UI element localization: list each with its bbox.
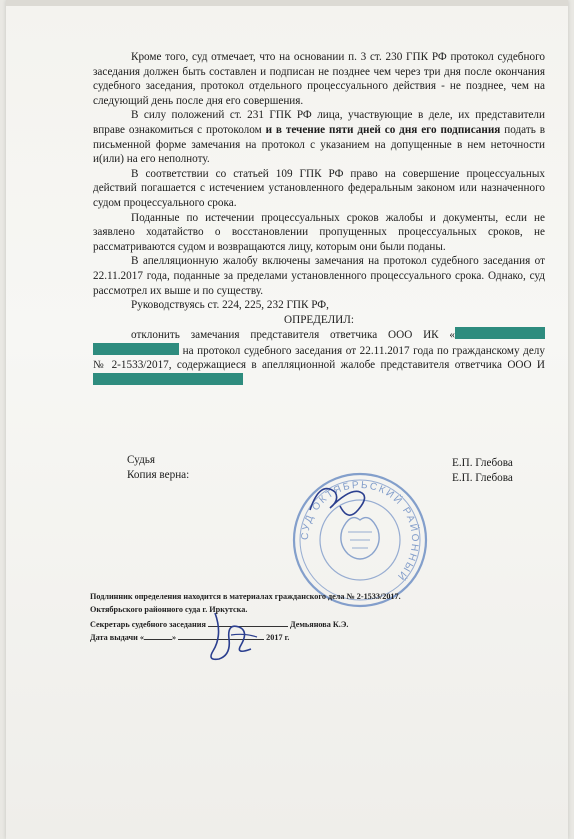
issue-date-quote: » <box>171 633 177 642</box>
paragraph-1: Кроме того, суд отмечает, что на основании п. 3 ст. 230 ГПК РФ протокол судебного заседания должен быть составлен и подписан не позднее чем через три дня после окончания судебного заседания, протокол отдельного процессуального действия - не позднее, чем на следующий день после дня его совершения. <box>93 51 545 107</box>
judge-signature-icon <box>300 470 380 530</box>
paragraph-2-text-a: В силу положений ст. 231 ГПК РФ лица, участвующие в деле, их представители вправе ознакомиться с протоколом <box>93 109 545 136</box>
secretary-name: Демьянова К.Э. <box>289 620 349 629</box>
paragraph-6: Руководствуясь ст. 224, 225, 232 ГПК РФ, <box>131 299 329 312</box>
signature-names <box>452 456 513 485</box>
signature-labels <box>127 453 189 482</box>
sheet-top-edge <box>6 0 568 6</box>
document-body <box>93 50 545 389</box>
judge-name: Е.П. Глебова <box>452 457 513 469</box>
paragraph-2-text-b: подать в письменной форме замечания на протокол с указанием на допущенные в нем неточности и(или) на его неполноту. <box>93 123 546 166</box>
redaction-block <box>93 373 243 385</box>
paragraph-7-text-a: отклонить замечания представителя ответчика ООО ИК « <box>131 329 455 342</box>
footer-line-1: Подлинник определения находится в материалах гражданского дела № 2-1533/2017. <box>90 592 401 601</box>
secretary-label: Секретарь судебного заседания <box>90 620 206 629</box>
paragraph-7-text-b: на протокол судебного заседания от 22.11.2017 года по гражданскому делу № 2-1533/2017, содержащиеся в апелляционной жалобе представителя ответчика ООО И <box>93 344 545 372</box>
redaction-block <box>455 327 545 339</box>
footer-line-2: Октябрьского районного суда г. Иркутска. <box>90 605 248 614</box>
paragraph-3: В соответствии со статьей 109 ГПК РФ право на совершение процессуальных действий погашается с истечением установленного федеральным законом или назначенного судом процессуального срока. <box>93 167 545 209</box>
ruling-heading: ОПРЕДЕЛИЛ: <box>284 313 354 326</box>
issue-date-year: 2017 г. <box>266 633 290 642</box>
stamp-text: СУД ОКТЯБРЬСКИЙ РАЙОННЫЙ <box>299 479 421 583</box>
paragraph-2 <box>93 108 545 166</box>
judge-label: Судья <box>127 454 156 466</box>
paragraph-7 <box>93 327 545 388</box>
paragraph-4: Поданные по истечении процессуальных сроков жалобы и документы, если не заявлено ходатайство о восстановлении пропущенных процессуальных сроков, не рассматриваются судом и возвращаются лицу, которым они были поданы. <box>93 211 545 253</box>
copy-name: Е.П. Глебова <box>452 471 513 484</box>
secretary-signature-icon <box>195 605 275 665</box>
date-day-line <box>144 629 172 640</box>
paragraph-5: В апелляционную жалобу включены замечания на протокол судебного заседания от 22.11.2017 года, поданные за пределами установленного процессуального срока. Однако, суд рассмотрел их выше и по существу. <box>93 255 545 297</box>
issue-date-label: Дата выдачи « <box>90 633 144 642</box>
copy-label: Копия верна: <box>127 468 190 481</box>
redaction-block <box>93 343 179 355</box>
paragraph-2-bold: и в течение пяти дней со дня его подписания <box>265 123 501 136</box>
